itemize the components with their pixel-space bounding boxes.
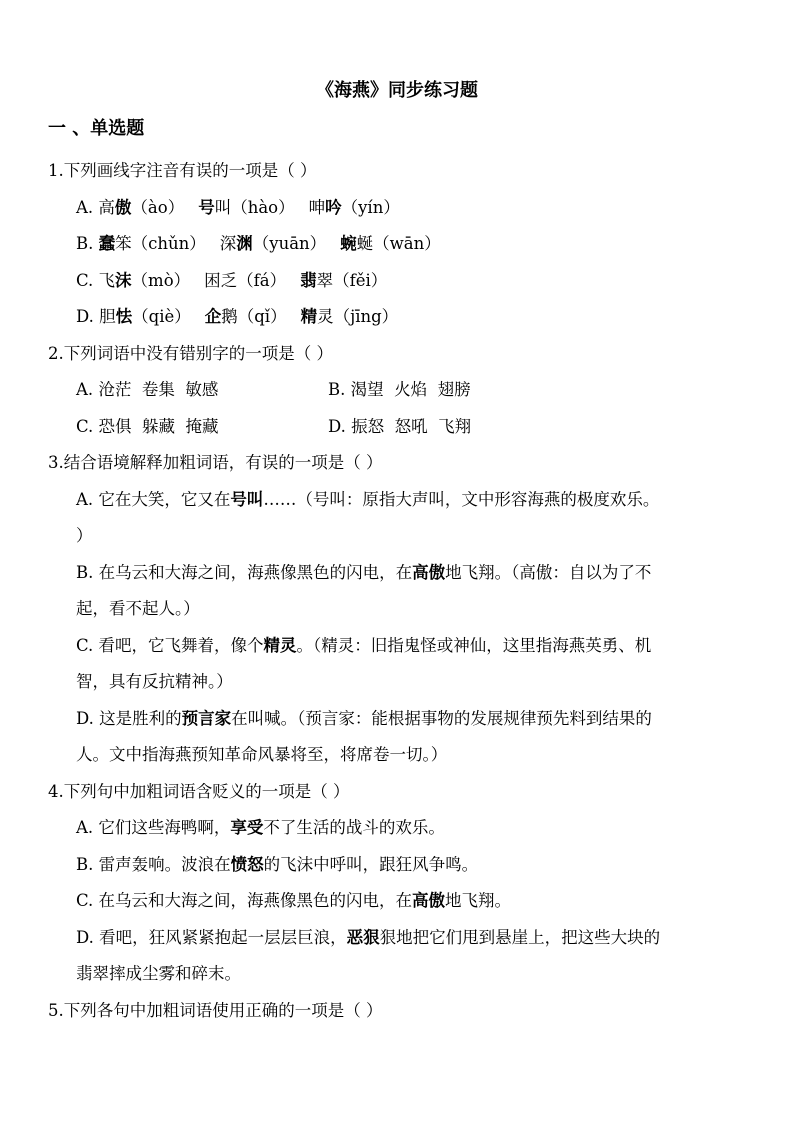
text-segment: 翡翠摔成尘雾和碎末。 xyxy=(76,964,241,983)
option-text: 振怒 怒吼 飞翔 xyxy=(351,416,472,436)
text-segment: 狠地把它们甩到悬崖上，把这些大块的 xyxy=(379,927,661,947)
option-line xyxy=(48,847,738,884)
question-stem: 1.下列画线字注音有误的一项是（ ） xyxy=(48,161,317,180)
option-label: B. xyxy=(76,234,94,253)
option-item xyxy=(340,234,441,253)
text-segment: （yín） xyxy=(341,197,400,217)
bold-term: 愤怒 xyxy=(230,854,264,874)
bold-term: 吟 xyxy=(325,197,342,217)
text-segment: 飞 xyxy=(98,270,116,290)
option-line xyxy=(48,737,738,774)
bold-term: 精灵 xyxy=(263,635,297,655)
question-stem: 2.下列词语中没有错别字的一项是（ ） xyxy=(48,343,333,363)
text-segment: 这是胜利的 xyxy=(99,708,182,728)
section-heading: 一 、单选题 xyxy=(48,118,145,139)
text-segment: 鹅（qǐ） xyxy=(221,307,287,326)
option-text: 渴望 火焰 翅膀 xyxy=(350,380,471,399)
option-text: 沧茫 卷集 敏感 xyxy=(98,380,219,399)
question-stem: 4.下列句中加粗词语含贬义的一项是（ ） xyxy=(48,781,350,801)
bold-term: 号叫 xyxy=(230,489,264,509)
bold-term: 精 xyxy=(300,307,318,326)
option-label: B. xyxy=(76,562,94,582)
option-item xyxy=(220,234,326,253)
text-segment: 地飞翔。（高傲：自以为了不 xyxy=(445,562,652,582)
bold-term: 沫 xyxy=(115,270,132,290)
text-segment: 胆 xyxy=(99,307,116,326)
text-segment: （mò） xyxy=(131,270,191,290)
option-label: C. xyxy=(76,270,94,290)
option-line xyxy=(48,555,738,592)
bold-term: 蠢 xyxy=(98,234,116,253)
text-segment: 深 xyxy=(219,234,237,253)
option-label: C. xyxy=(76,635,94,655)
bold-term: 享受 xyxy=(230,818,264,837)
text-segment: 不了生活的战斗的欢乐。 xyxy=(263,818,445,837)
option-item xyxy=(300,271,387,290)
option-cell xyxy=(76,409,328,446)
option-cell xyxy=(328,409,471,446)
text-segment: 看吧，狂风紧紧抱起一层层巨浪， xyxy=(99,927,347,947)
text-segment: 智，具有反抗精神。） xyxy=(76,672,233,691)
option-label: D. xyxy=(76,927,94,947)
option-line xyxy=(48,482,738,519)
text-segment: 笨（chǔn） xyxy=(115,234,206,253)
bold-term: 高傲 xyxy=(412,891,446,910)
text-segment: 呻 xyxy=(308,197,326,217)
text-segment: ……（号叫：原指大声叫，文中形容海燕的极度欢乐。 xyxy=(263,489,660,509)
option-item xyxy=(309,198,400,217)
text-segment: （ào） xyxy=(131,197,185,217)
text-segment: 的飞沫中呼叫，跟狂风争鸣。 xyxy=(263,854,479,874)
text-segment: （qiè） xyxy=(132,307,191,326)
text-segment: 它们这些海鸭啊， xyxy=(98,818,231,837)
option-line xyxy=(48,226,738,263)
option-line xyxy=(48,664,738,701)
text-segment: 灵（jīng） xyxy=(317,307,399,326)
text-segment: 看吧，它飞舞着，像个 xyxy=(98,635,264,655)
option-item xyxy=(301,307,399,326)
option-text: 恐俱 躲藏 掩藏 xyxy=(98,416,219,436)
option-cell xyxy=(328,372,471,409)
text-segment: 叫（hào） xyxy=(214,197,295,217)
text-segment: 高 xyxy=(98,197,115,217)
text-segment: 它在大笑，它又在 xyxy=(98,489,231,509)
option-item xyxy=(99,271,191,290)
text-segment: 困乏（fá） xyxy=(204,270,287,290)
text-segment: 在叫喊。（预言家：能根据事物的发展规律预先料到结果的 xyxy=(231,708,652,728)
question-stem: 5.下列各句中加粗词语使用正确的一项是（ ） xyxy=(48,1000,383,1020)
option-label: C. xyxy=(76,416,94,436)
bold-term: 预言家 xyxy=(181,708,232,728)
option-line xyxy=(48,883,738,920)
option-label: A. xyxy=(76,380,94,399)
text-segment: 蜒（wān） xyxy=(356,234,441,253)
page-title: 《海燕》同步练习题 xyxy=(316,80,478,101)
bold-term: 号 xyxy=(198,197,215,217)
bold-term: 怯 xyxy=(115,307,133,326)
text-segment: （yuān） xyxy=(252,234,327,253)
bold-term: 翡 xyxy=(300,270,317,290)
option-item xyxy=(198,198,294,217)
option-label: C. xyxy=(76,891,94,910)
text-segment: 雷声轰响。波浪在 xyxy=(98,854,231,874)
text-segment: 起，看不起人。） xyxy=(76,599,200,618)
option-line xyxy=(48,518,738,555)
question-list xyxy=(48,153,738,1029)
option-label: D. xyxy=(76,708,94,728)
bold-term: 企 xyxy=(204,307,222,326)
text-segment: 人。文中指海燕预知革命风暴将至，将席卷一切。） xyxy=(76,745,448,764)
text-segment: 。（精灵：旧指鬼怪或神仙，这里指海燕英勇、机 xyxy=(296,635,652,655)
question-stem: 3.结合语境解释加粗词语，有误的一项是（ ） xyxy=(48,453,383,472)
bold-term: 高傲 xyxy=(412,562,446,582)
option-label: D. xyxy=(76,307,94,326)
option-line xyxy=(48,591,738,628)
text-segment: 地飞翔。 xyxy=(445,891,512,910)
option-label: B. xyxy=(328,380,346,399)
option-item xyxy=(205,307,287,326)
option-label: D. xyxy=(328,416,346,436)
option-line xyxy=(48,701,738,738)
bold-term: 渊 xyxy=(236,234,253,253)
bold-term: 恶狠 xyxy=(346,927,380,947)
text-segment: ） xyxy=(76,526,93,545)
option-label: A. xyxy=(76,489,94,509)
text-segment: 在乌云和大海之间，海燕像黑色的闪电，在 xyxy=(98,562,413,582)
option-label: A. xyxy=(76,818,94,837)
option-line xyxy=(48,956,738,993)
option-line xyxy=(48,810,738,847)
option-item xyxy=(204,271,286,290)
option-row xyxy=(48,372,738,409)
option-line xyxy=(48,628,738,665)
text-segment: 在乌云和大海之间，海燕像黑色的闪电，在 xyxy=(98,891,413,910)
option-label: B. xyxy=(76,854,94,874)
option-cell xyxy=(76,372,328,409)
option-row xyxy=(48,409,738,446)
option-line xyxy=(48,920,738,957)
bold-term: 傲 xyxy=(114,197,132,217)
option-line xyxy=(48,190,738,227)
option-item xyxy=(98,198,184,217)
bold-term: 蜿 xyxy=(340,234,357,253)
option-item xyxy=(99,234,206,253)
option-label: A. xyxy=(76,197,94,217)
option-item xyxy=(99,307,191,326)
text-segment: 翠（fěi） xyxy=(316,270,388,290)
option-line xyxy=(48,299,738,336)
option-line xyxy=(48,263,738,300)
